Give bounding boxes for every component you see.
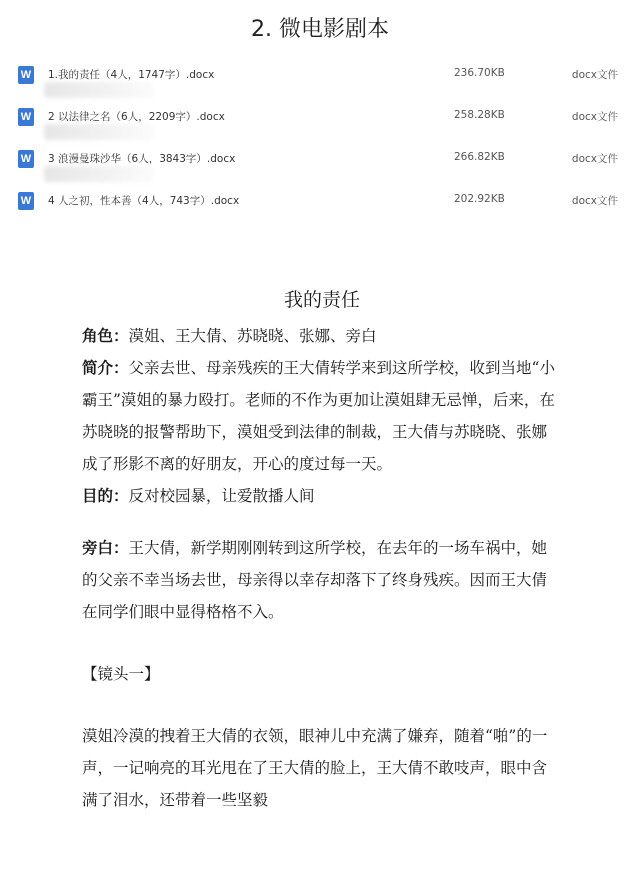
script-title: 我的责任: [283, 289, 360, 311]
file-row[interactable]: [18, 188, 618, 230]
file-type: docx文件: [571, 69, 618, 81]
file-name[interactable]: 1.我的责任（4人，1747字）.docx: [48, 69, 215, 81]
scene-heading: 【镜头一】: [82, 665, 160, 683]
roles-text: 漠姐、王大倩、苏晓晓、张娜、旁白: [128, 327, 377, 345]
roles-line: [82, 320, 562, 352]
narration-label: 旁白：: [82, 538, 129, 557]
narration-text: 王大倩，新学期刚刚转到这所学校，在去年的一场车祸中，她的父亲不幸当场去世，母亲得以幸存却落下了终身残疾。因而王大倩在同学们眼中显得格格不入。: [82, 539, 548, 621]
file-type: docx文件: [571, 153, 618, 165]
file-size: 258.28KB: [454, 109, 505, 121]
word-doc-icon: W: [18, 192, 34, 210]
page-title: 2. 微电影剧本: [251, 17, 389, 42]
file-size: 236.70KB: [454, 67, 505, 79]
intro-paragraph: [82, 352, 562, 480]
file-row[interactable]: [18, 146, 618, 188]
file-type: docx文件: [571, 111, 618, 123]
file-row[interactable]: [18, 104, 618, 146]
blurred-region: [44, 166, 154, 182]
roles-label: 角色：: [82, 326, 129, 345]
file-size: 266.82KB: [454, 151, 505, 163]
intro-label: 简介：: [82, 358, 129, 377]
file-size: 202.92KB: [454, 193, 505, 205]
file-type: docx文件: [571, 195, 618, 207]
file-list: [18, 62, 618, 230]
script-document: [82, 284, 562, 816]
word-doc-icon: W: [18, 66, 34, 84]
purpose-label: 目的：: [82, 486, 129, 505]
file-row[interactable]: [18, 62, 618, 104]
file-name[interactable]: 3 浪漫曼珠沙华（6人，3843字）.docx: [48, 153, 236, 165]
purpose-line: [82, 480, 562, 512]
word-doc-icon: W: [18, 108, 34, 126]
blurred-region: [44, 82, 154, 98]
file-name[interactable]: 4 人之初，性本善（4人，743字）.docx: [48, 195, 240, 207]
word-doc-icon: W: [18, 150, 34, 168]
narration-paragraph: [82, 532, 562, 628]
purpose-text: 反对校园暴，让爱散播人间: [128, 487, 315, 505]
scene-text: 漠姐冷漠的拽着王大倩的衣领，眼神儿中充满了嫌弃，随着“啪”的一声，一记响亮的耳光甩在了王大倩的脸上，王大倩不敢吱声，眼中含满了泪水，还带着一些坚毅: [82, 727, 548, 809]
file-name[interactable]: 2 以法律之名（6人，2209字）.docx: [48, 111, 225, 123]
blurred-region: [44, 124, 154, 140]
intro-text: 父亲去世、母亲残疾的王大倩转学来到这所学校，收到当地“小霸王”漠姐的暴力殴打。老师的不作为更加让漠姐肆无忌惮，后来，在苏晓晓的报警帮助下，漠姐受到法律的制裁，王大倩与苏晓晓、张娜成了形影不离的好朋友，开心的度过每一天。: [82, 359, 555, 473]
